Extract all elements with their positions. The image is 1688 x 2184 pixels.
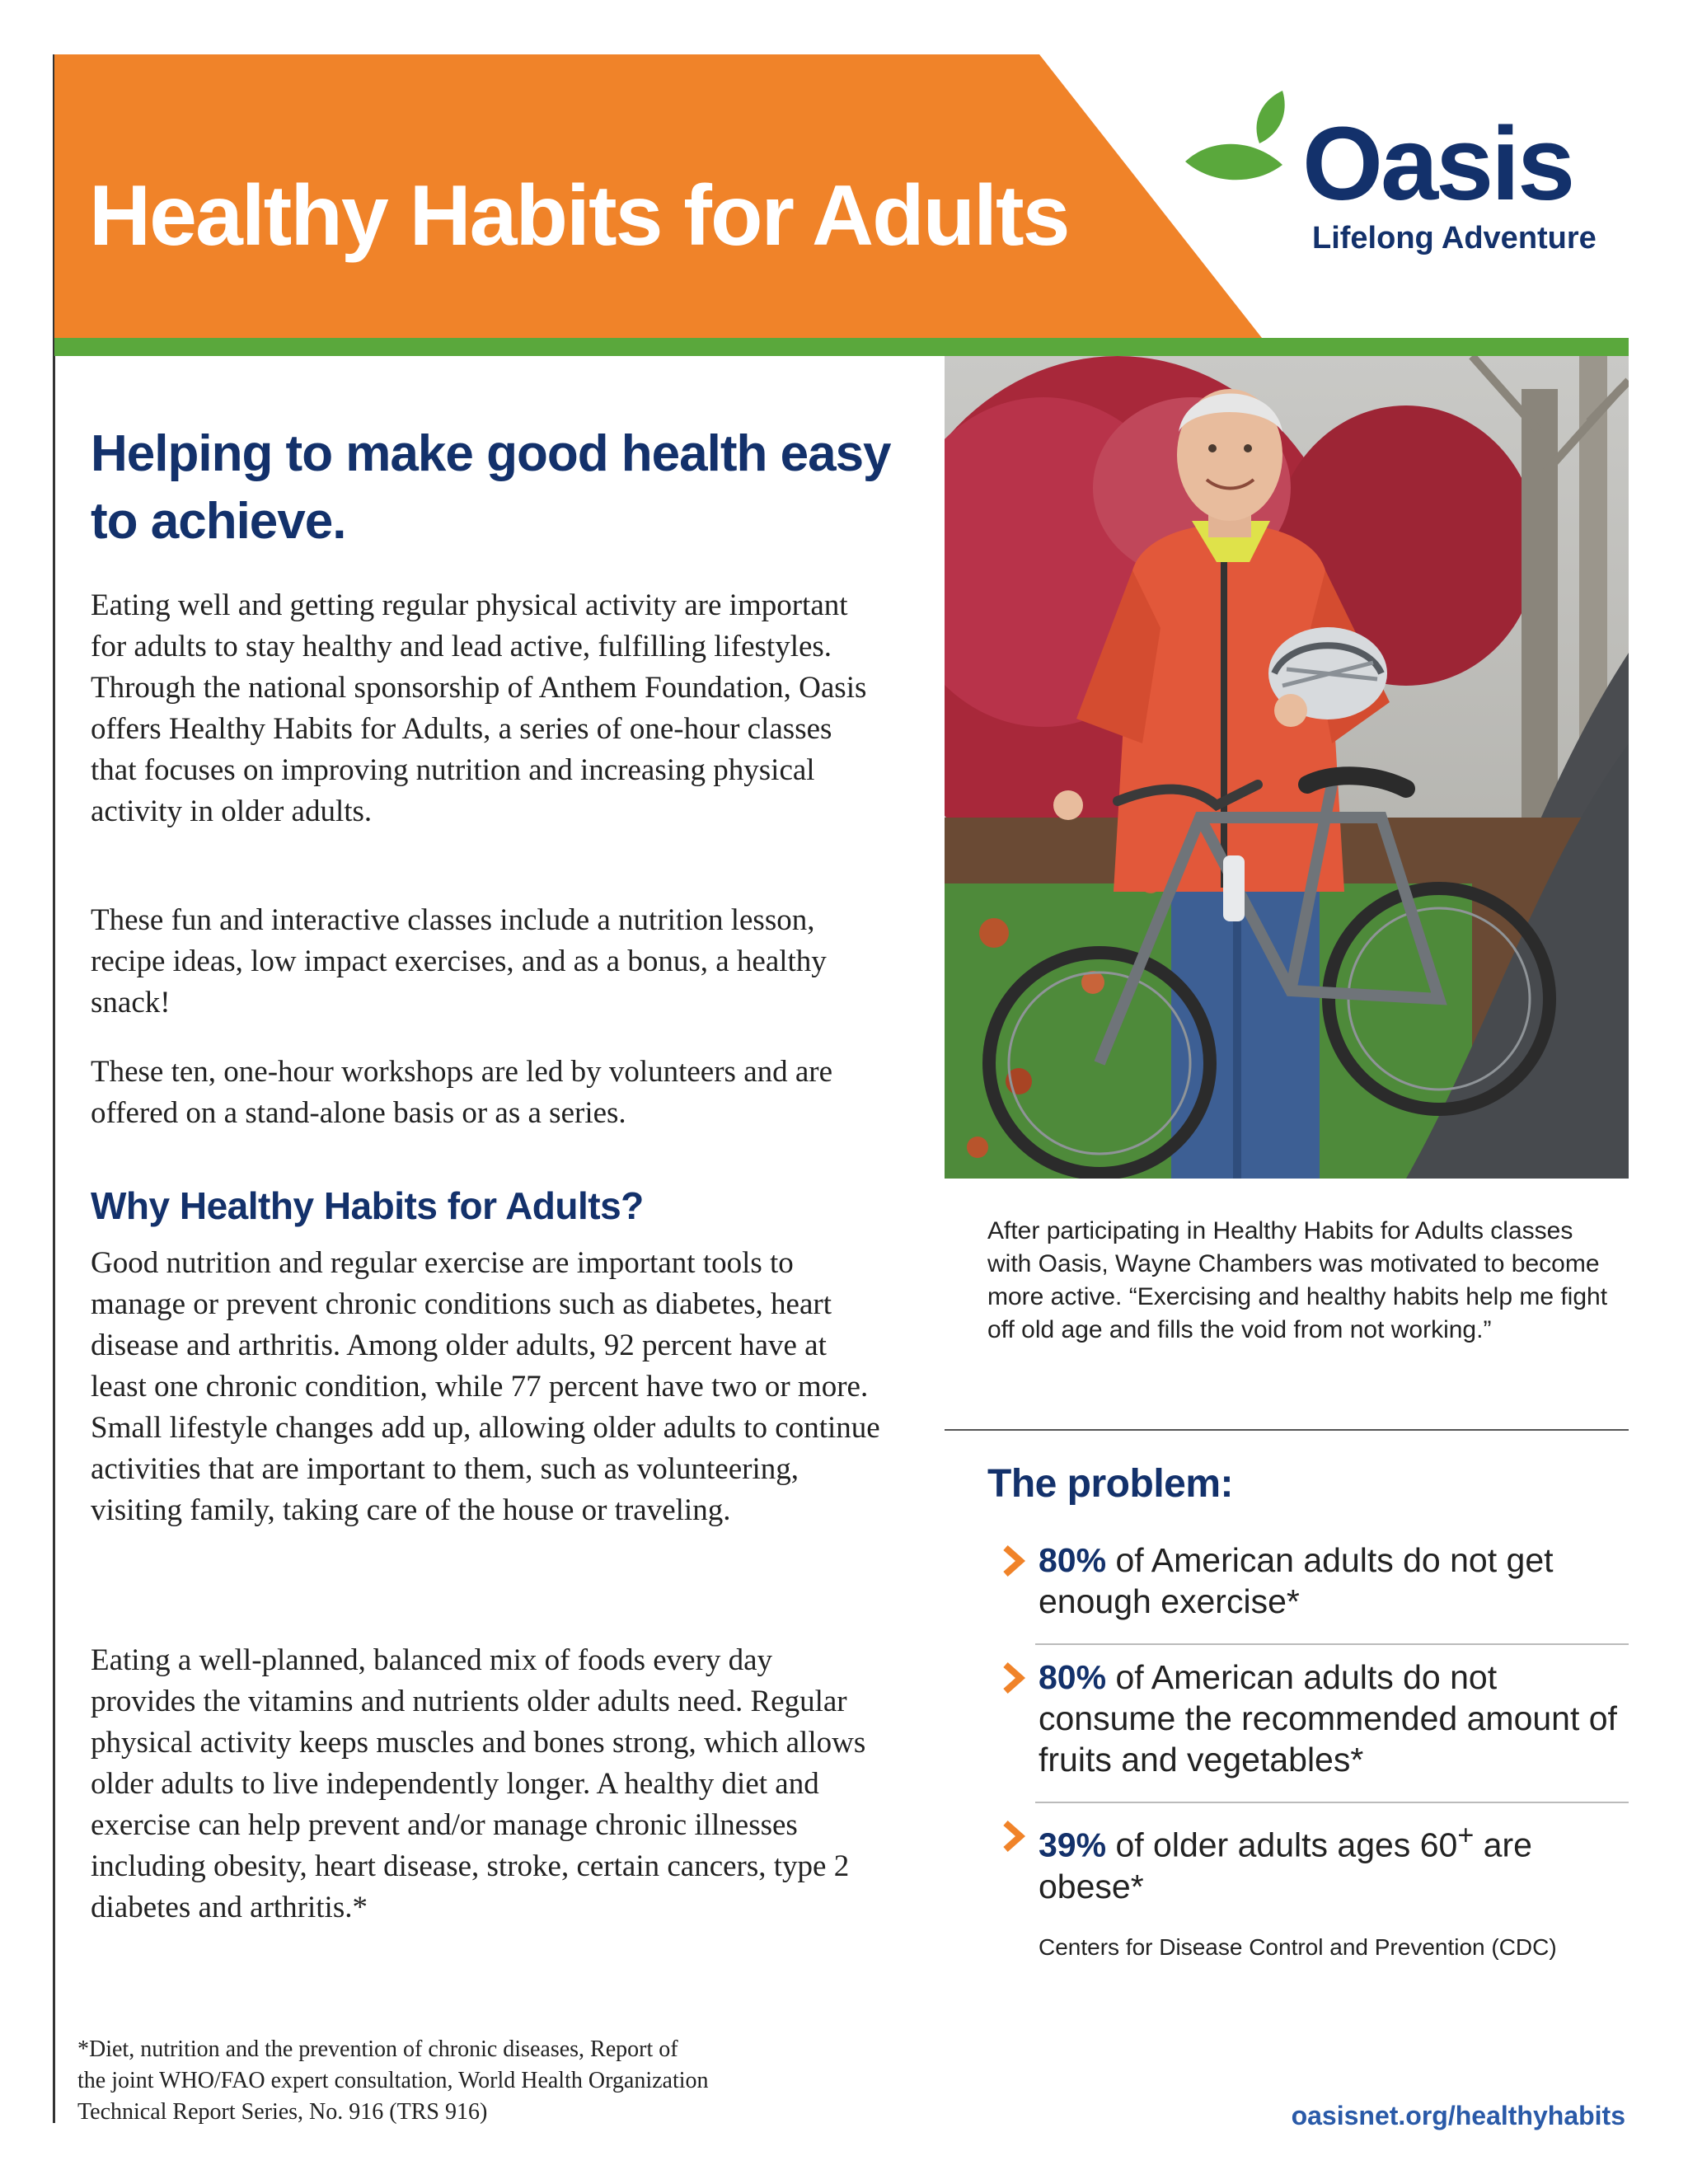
caption-divider <box>945 1429 1629 1431</box>
stat-percentage: 39% <box>1039 1825 1107 1864</box>
stat-description: of American adults do not get enough exercise* <box>1039 1541 1554 1620</box>
stat-obesity <box>1002 1815 1629 1907</box>
stat-divider <box>1035 1802 1629 1803</box>
stat-exercise <box>1002 1540 1629 1622</box>
photo-man-with-bicycle <box>945 356 1629 1179</box>
why-paragraph-nutrition: Good nutrition and regular exercise are important tools to manage or prevent chronic conditions such as diabetes, heart disease and arthritis. Among older adults, 92 percent have at least one chronic condition, while 77 percent have two or more. Small lifestyle changes add up, allowing older adults to continue activities that are important to them, such as volunteering, visiting family, taking care of the house or traveling. <box>91 1246 880 1527</box>
leaf-icon <box>1179 89 1311 204</box>
classes-paragraph: These fun and interactive classes include a nutrition lesson, recipe ideas, low impact exercises, and as a bonus, a healthy snack! <box>91 903 827 1019</box>
stat-description: of American adults do not consume the recommended amount of fruits and vegetables* <box>1039 1658 1617 1779</box>
stat-percentage: 80% <box>1039 1541 1107 1579</box>
page-title: Healthy Habits for Adults <box>89 168 1069 264</box>
website-link[interactable]: oasisnet.org/healthyhabits <box>1291 2101 1625 2130</box>
logo-tagline: Lifelong Adventure <box>1312 221 1597 255</box>
chevron-right-icon <box>1002 1820 1027 1853</box>
left-margin-rule <box>53 54 55 2123</box>
source-citation: Centers for Disease Control and Prevention (CDC) <box>1039 1934 1557 1960</box>
why-paragraph-diet: Eating a well-planned, balanced mix of foods every day provides the vitamins and nutrients older adults need. Regular physical activity keeps muscles and bones strong, which allows older adults to live independently longer. A healthy diet and exercise can help prevent and/or manage chronic illnesses including obesity, heart disease, stroke, certain cancers, type 2 diabetes and arthritis.* <box>91 1643 866 1924</box>
why-heading: Why Healthy Habits for Adults? <box>91 1184 644 1227</box>
intro-paragraph: Eating well and getting regular physical activity are important for adults to stay healthy and lead active, fulfilling lifestyles. Through the national sponsorship of Anthem Foundation, Oasis offers Healthy Habits for Adults, a series of one-hour classes that focuses on improving nutrition and increasing physical activity in older adults. <box>91 588 867 828</box>
problem-heading: The problem: <box>987 1462 1234 1506</box>
stat-divider <box>1035 1643 1629 1645</box>
stat-description-end: are obese* <box>1039 1825 1532 1905</box>
stat-percentage: 80% <box>1039 1658 1107 1696</box>
photo-caption: After participating in Healthy Habits for Adults classes with Oasis, Wayne Chambers was motivated to become more active. “Exercising and healthy habits help me fight off old age and fills the void from not working.” <box>987 1217 1608 1343</box>
header-accent-bar <box>54 338 1629 356</box>
stat-description: of older adults ages 60 <box>1106 1825 1458 1864</box>
stat-superscript: + <box>1457 1820 1475 1851</box>
photo-illustration <box>945 356 1629 1179</box>
logo-wordmark: Oasis <box>1302 105 1573 222</box>
main-heading: Helping to make good health easy to achieve. <box>91 425 891 550</box>
footnote: *Diet, nutrition and the prevention of chronic diseases, Report of the joint WHO/FAO expert consultation, World Health Organization Technical Report Series, No. 916 (TRS 916) <box>77 2036 709 2125</box>
oasis-logo <box>1179 89 1640 279</box>
chevron-right-icon <box>1002 1544 1027 1577</box>
stat-fruits-vegetables <box>1002 1657 1629 1780</box>
workshops-paragraph: These ten, one-hour workshops are led by volunteers and are offered on a stand-alone basis or as a series. <box>91 1055 833 1130</box>
chevron-right-icon <box>1002 1661 1027 1694</box>
